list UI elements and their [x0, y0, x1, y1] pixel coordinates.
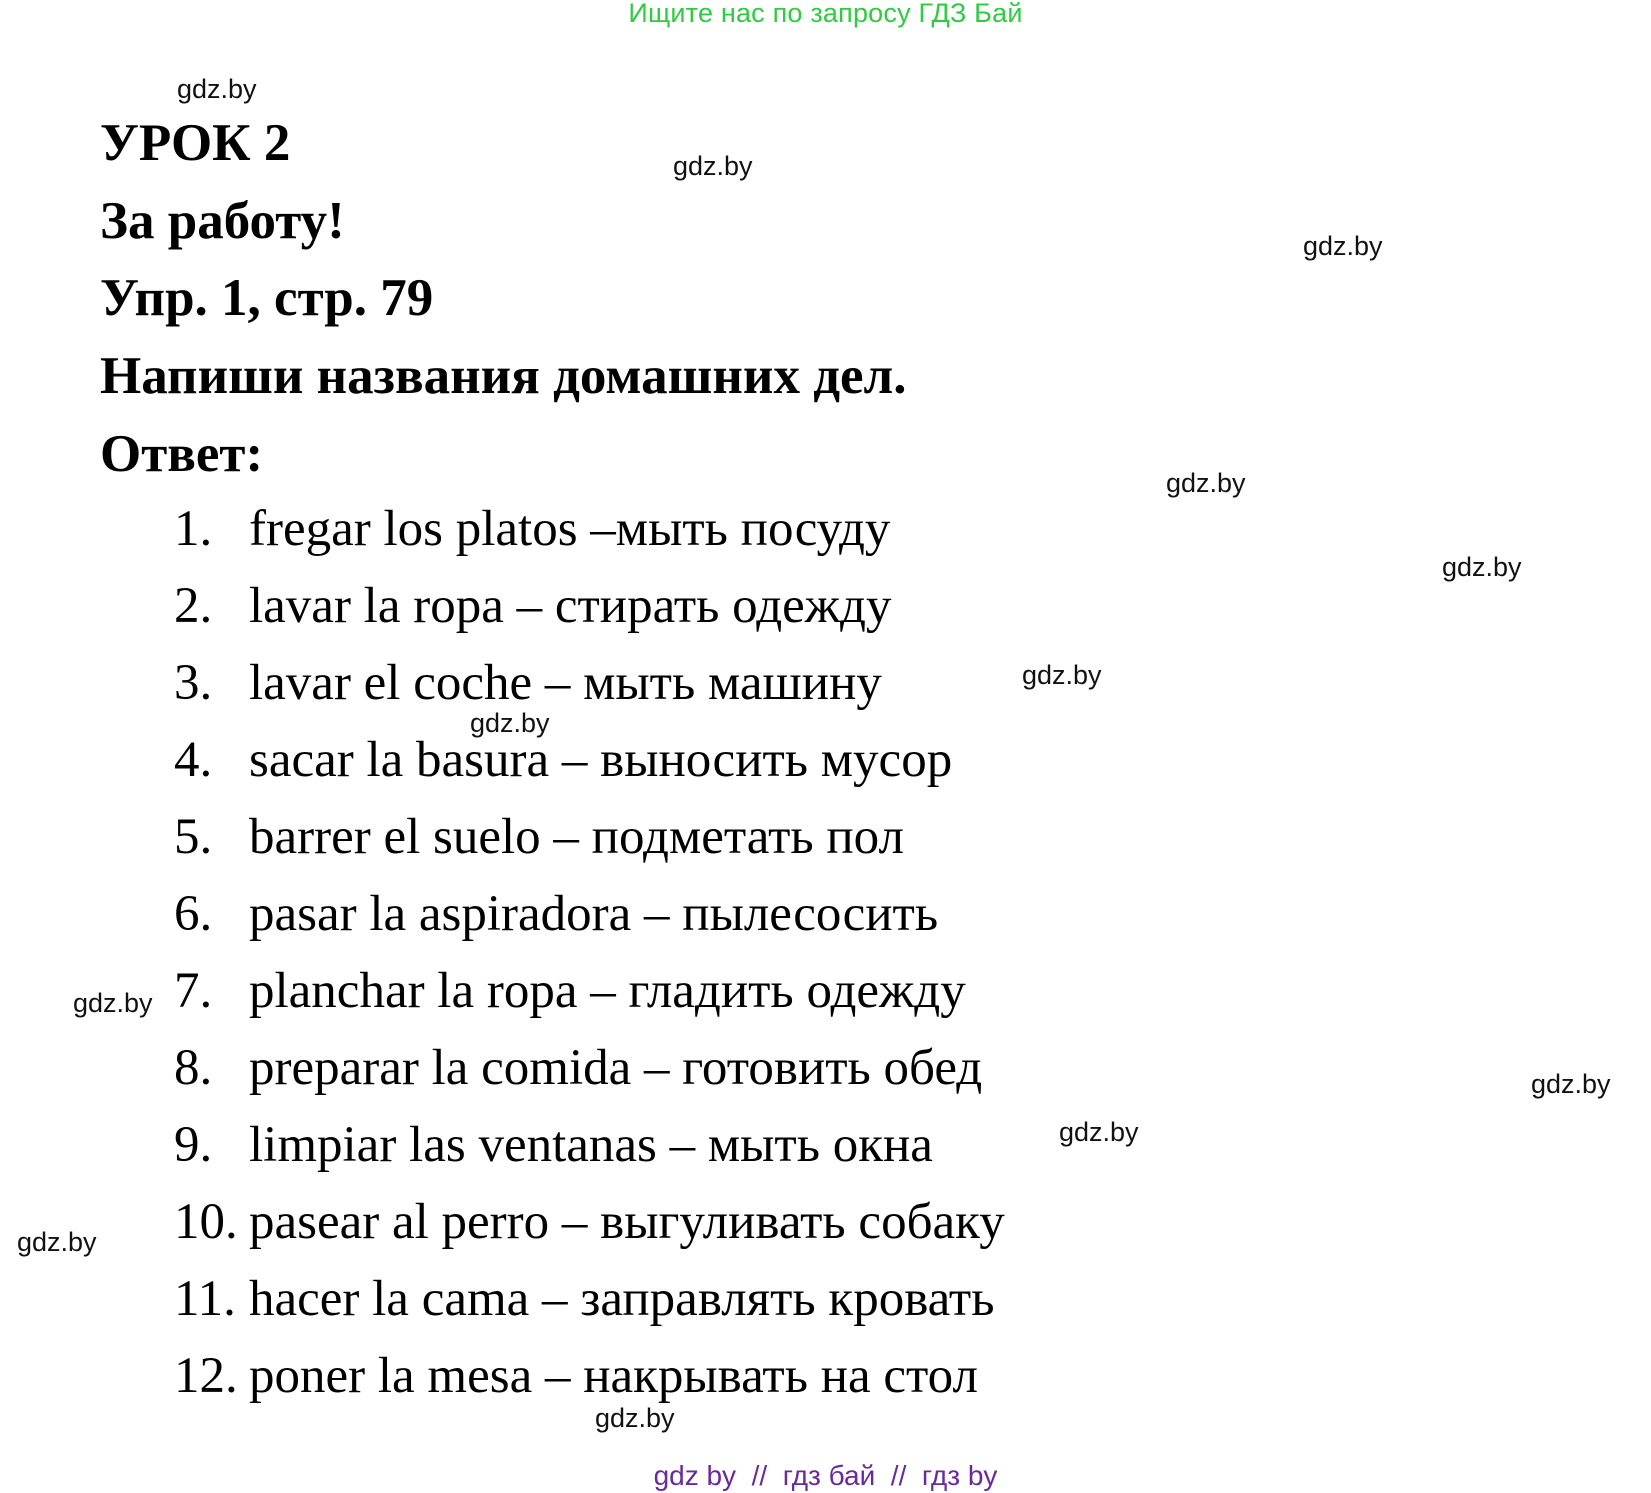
- watermark: gdz.by: [1442, 552, 1522, 582]
- answer-number: 12.: [174, 1348, 238, 1404]
- answer-number: 3.: [174, 655, 213, 711]
- footer-links: gdz by // гдз бай // гдз by: [653, 1460, 998, 1491]
- search-banner: Ищите нас по запросу ГДЗ Бай: [628, 0, 1023, 28]
- watermark: gdz.by: [1022, 660, 1102, 690]
- answer-number: 5.: [174, 809, 213, 865]
- watermark: gdz.by: [1166, 468, 1246, 498]
- answer-number: 8.: [174, 1040, 213, 1096]
- answer-text: lavar el coche – мыть машину: [249, 655, 882, 711]
- watermark: gdz.by: [177, 74, 257, 104]
- answer-text: fregar los platos –мыть посуду: [249, 501, 891, 557]
- task-instruction: Напиши названия домашних дел.: [100, 347, 907, 405]
- answer-number: 2.: [174, 578, 213, 634]
- answer-text: barrer el suelo – подметать пол: [249, 809, 904, 865]
- lesson-title: УРОК 2: [100, 114, 291, 172]
- answer-text: planchar la ropa – гладить одежду: [249, 963, 966, 1019]
- watermark: gdz.by: [1531, 1069, 1611, 1099]
- watermark: gdz.by: [673, 151, 753, 181]
- watermark: gdz.by: [73, 988, 153, 1018]
- answer-text: pasar la aspiradora – пылесосить: [249, 886, 939, 942]
- answer-text: poner la mesa – накрывать на стол: [249, 1348, 978, 1404]
- watermark: gdz.by: [595, 1403, 675, 1433]
- watermark: gdz.by: [470, 708, 550, 738]
- answer-number: 10.: [174, 1194, 238, 1250]
- answer-number: 6.: [174, 886, 213, 942]
- answer-text: sacar la basura – выносить мусор: [249, 732, 953, 788]
- topic-title: За работу!: [100, 192, 345, 250]
- answer-number: 11.: [174, 1271, 236, 1327]
- answer-number: 4.: [174, 732, 213, 788]
- answer-text: lavar la ropa – стирать одежду: [249, 578, 892, 634]
- watermark: gdz.by: [1059, 1117, 1139, 1147]
- answer-text: preparar la comida – готовить обед: [249, 1040, 983, 1096]
- answer-label: Ответ:: [100, 425, 264, 483]
- watermark: gdz.by: [17, 1227, 97, 1257]
- answer-text: pasear al perro – выгуливать собаку: [249, 1194, 1005, 1250]
- answer-text: hacer la cama – заправлять кровать: [249, 1271, 995, 1327]
- watermark: gdz.by: [1303, 231, 1383, 261]
- answer-text: limpiar las ventanas – мыть окна: [249, 1117, 933, 1173]
- answer-number: 1.: [174, 501, 213, 557]
- exercise-reference: Упр. 1, стр. 79: [100, 269, 434, 327]
- answer-number: 9.: [174, 1117, 213, 1173]
- answer-number: 7.: [174, 963, 213, 1019]
